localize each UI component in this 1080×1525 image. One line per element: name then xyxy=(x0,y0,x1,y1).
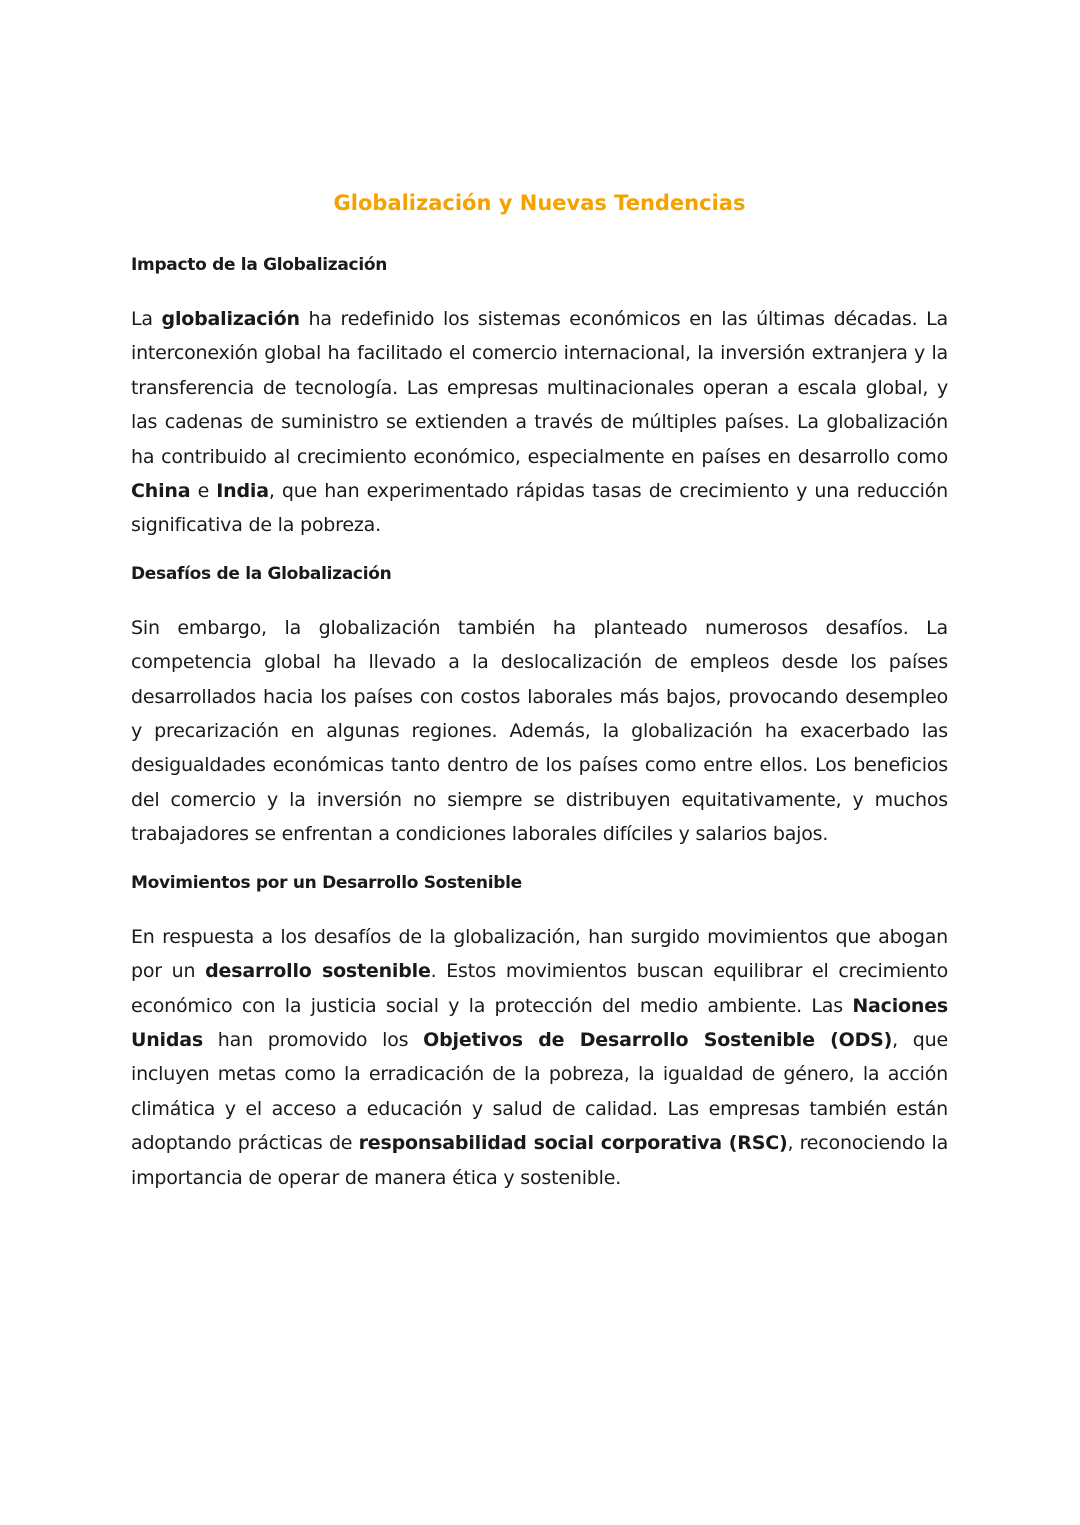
text-run: . Estos movimientos buscan equilibrar el crecimiento económico con la justicia social y la protección del medio ambiente. Las xyxy=(131,960,948,1017)
section-desafios xyxy=(131,561,948,852)
section-paragraph xyxy=(131,302,948,543)
section-heading: Desafíos de la Globalización xyxy=(131,563,392,584)
text-run: Sin embargo, la globalización también ha planteado numerosos desafíos. La competencia global ha llevado a la deslocalización de empleos desde los países desarrollados hacia los países con costos laborales más bajos, provocando desempleo y precarización en algunas regiones. Además, la globalización ha exacerbado las desigualdades económicas tanto dentro de los países como entre ellos. Los beneficios del comercio y la inversión no siempre se distribuyen equitativamente, y muchos trabajadores se enfrentan a condiciones laborales difíciles y salarios bajos. xyxy=(131,616,948,846)
bold-term: Naciones Unidas xyxy=(131,994,948,1051)
document-body xyxy=(131,252,948,1195)
text-run: , que han experimentado rápidas tasas de crecimiento y una reducción significativa de la pobreza. xyxy=(131,480,948,537)
text-run: e xyxy=(190,480,217,503)
text-run: La xyxy=(131,308,162,330)
bold-term: Objetivos de Desarrollo Sostenible (ODS) xyxy=(423,1028,893,1051)
bold-term: responsabilidad social corporativa (RSC) xyxy=(358,1132,788,1155)
text-run: , que incluyen metas como la erradicación de la pobreza, la igualdad de género, la acción climática y el acceso a educación y salud de calidad. Las empresas también están adoptando prácticas de xyxy=(131,1028,948,1155)
text-run: , reconociendo la importancia de operar de manera ética y sostenible. xyxy=(131,1132,949,1189)
text-run: En respuesta a los desafíos de la globalización, han surgido movimientos que abogan por un xyxy=(131,925,948,983)
bold-term: China xyxy=(131,480,191,503)
section-impacto xyxy=(131,252,948,543)
bold-term: desarrollo sostenible xyxy=(205,960,431,983)
section-heading: Movimientos por un Desarrollo Sostenible xyxy=(131,872,522,893)
document-page xyxy=(131,186,948,1213)
section-heading: Impacto de la Globalización xyxy=(131,255,388,275)
section-paragraph xyxy=(131,611,948,852)
bold-term: globalización xyxy=(161,308,300,330)
section-movimientos xyxy=(131,870,948,1195)
text-run: ha redefinido los sistemas económicos en las últimas décadas. La interconexión global ha facilitado el comercio internacional, la inversión extranjera y la transferencia de tecnología. Las empresas multinacionales operan a escala global, y las cadenas de suministro se extienden a través de múltiples países. La globalización ha contribuido al crecimiento económico, especialmente en países en desarrollo como xyxy=(131,308,948,468)
page-title: Globalización y Nuevas Tendencias xyxy=(333,191,746,215)
bold-term: India xyxy=(216,480,269,503)
text-run: han promovido los xyxy=(203,1028,424,1051)
section-paragraph xyxy=(131,920,948,1195)
